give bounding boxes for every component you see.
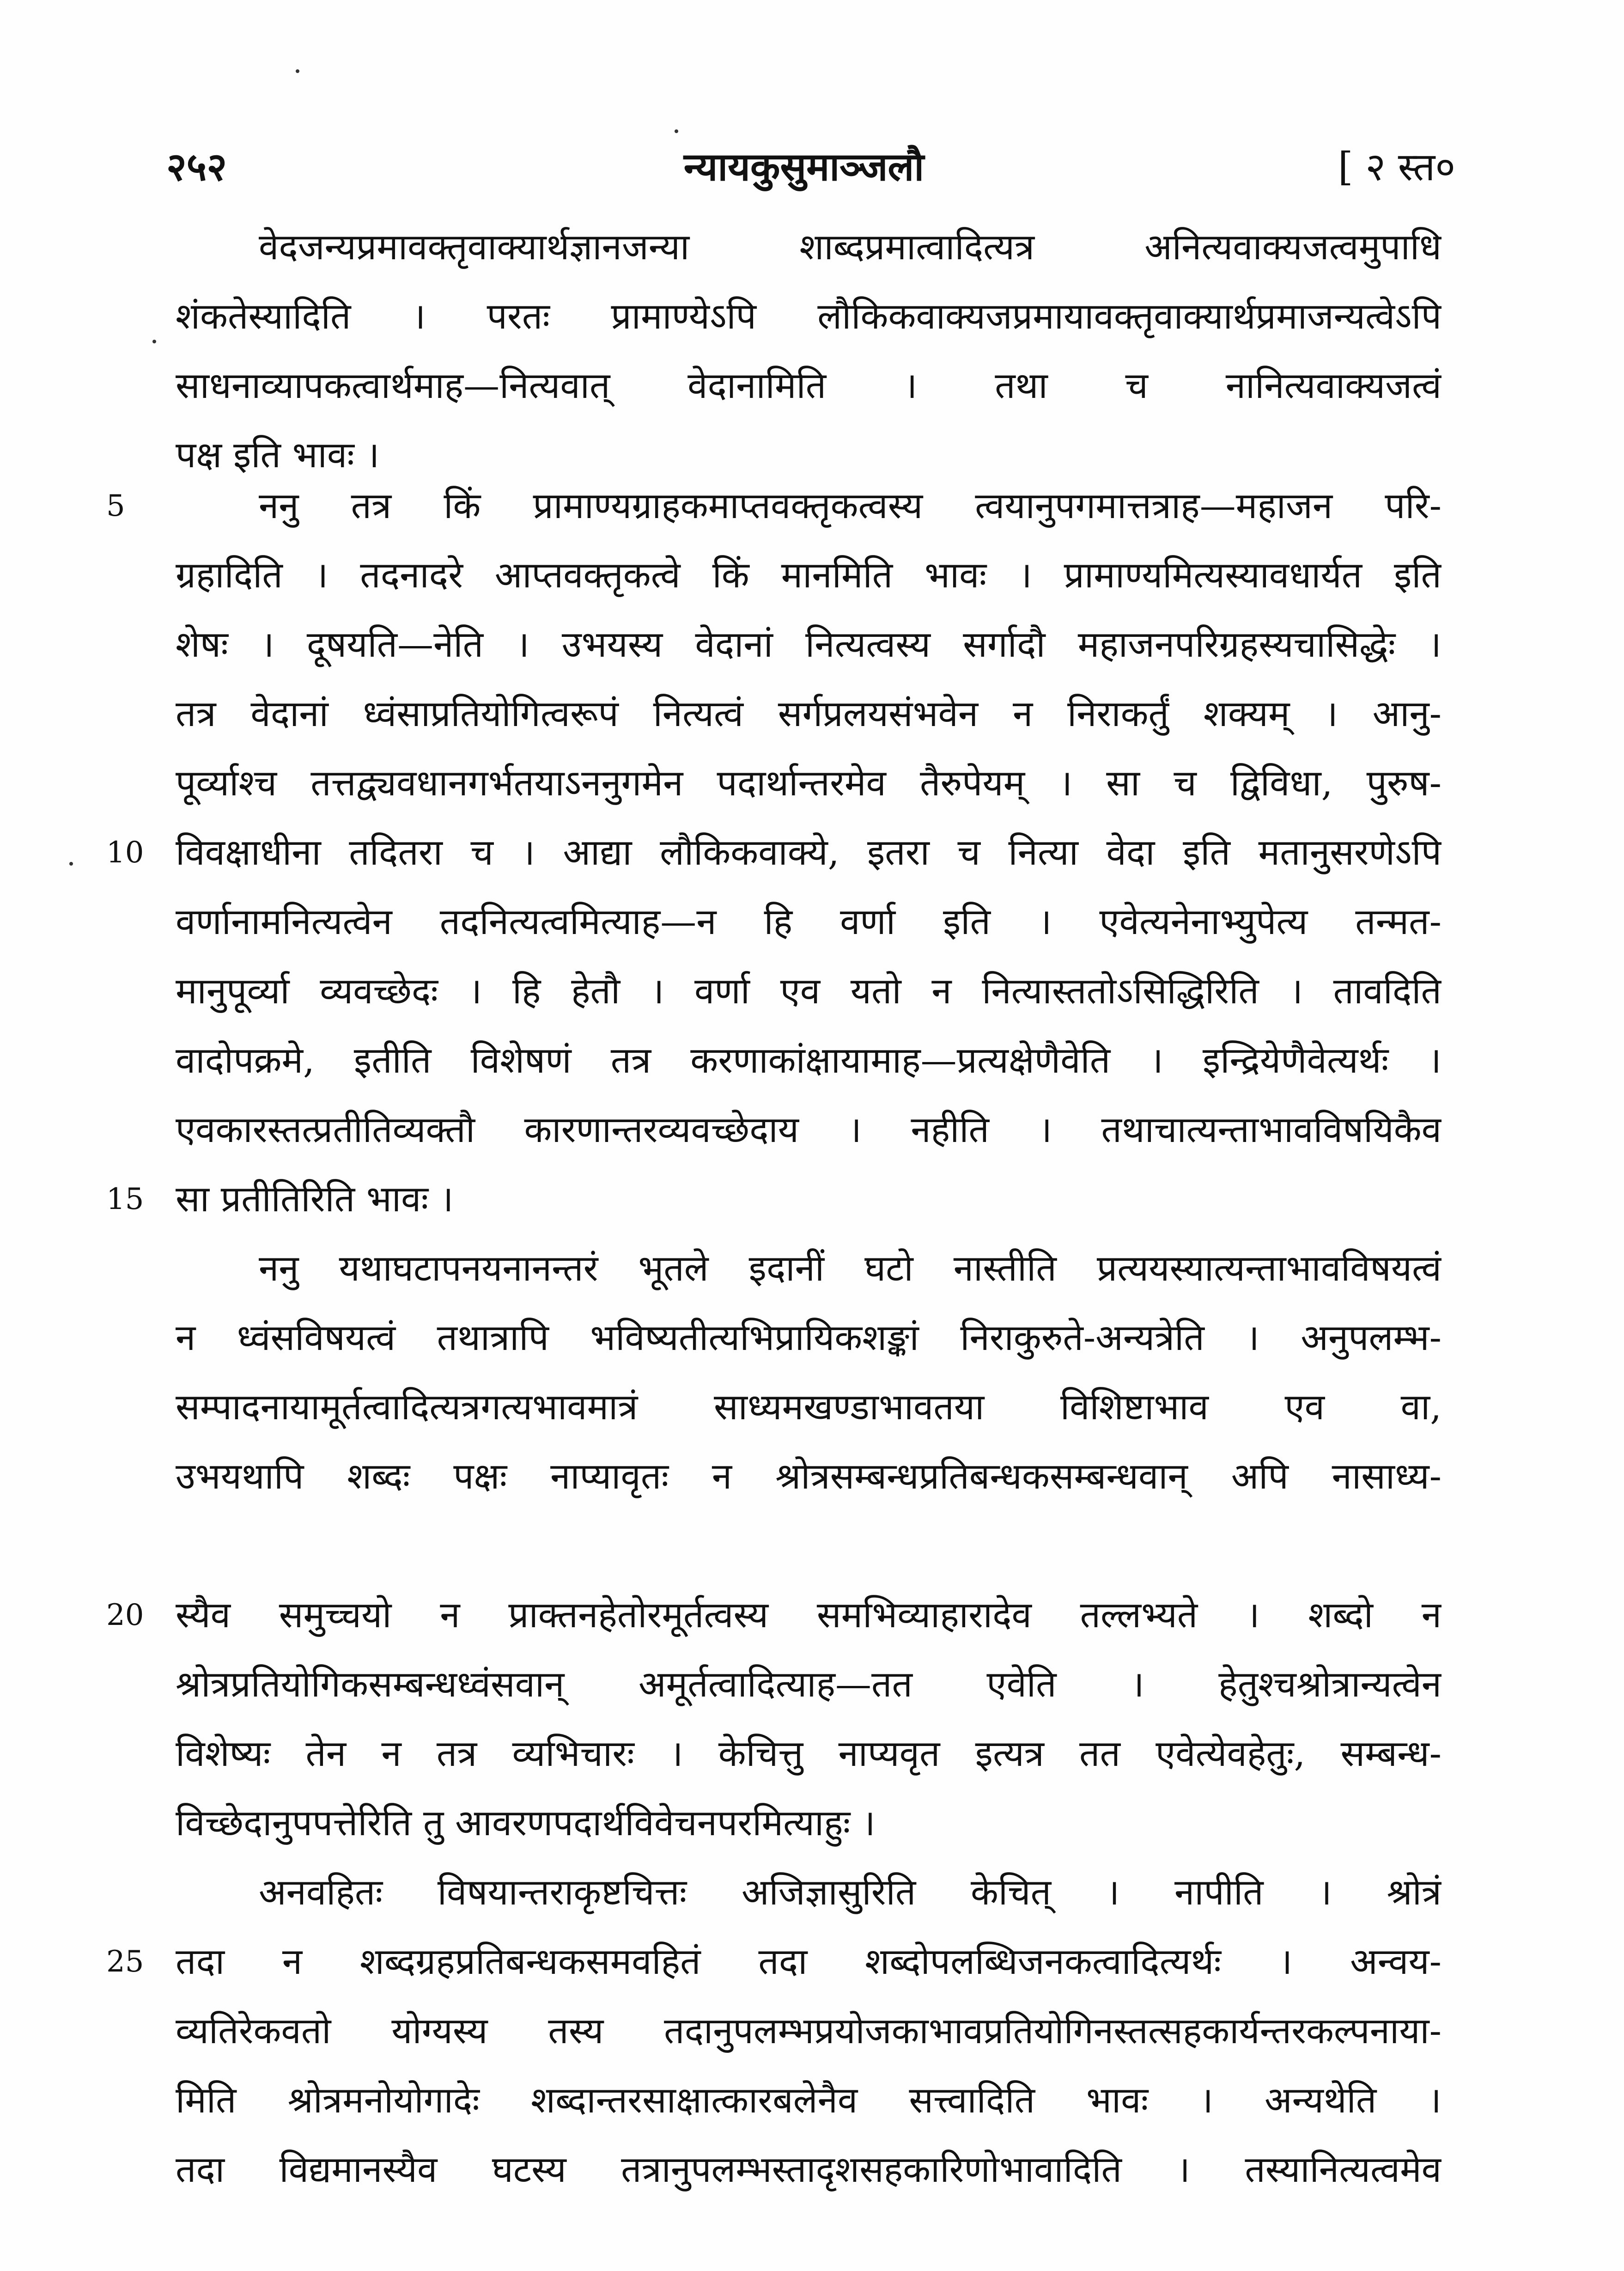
line-number: 20: [106, 1598, 144, 1632]
text-line: तदा विद्यमानस्यैव घटस्य तत्रानुपलम्भस्तादृशसहकारिणोभावादिति । तस्यानित्यत्वमेव: [176, 2149, 1442, 2191]
text-line: ग्रहादिति । तदनादरे आप्तवक्तृकत्वे किं मानमिति भावः । प्रामाण्यमित्यस्यावधार्यत इति: [176, 555, 1442, 596]
text-line: मानुपूर्व्या व्यवच्छेदः । हि हेतौ । वर्णा एव यतो न नित्यास्ततोऽसिद्धिरिति । तावदिति: [176, 971, 1442, 1012]
scan-speck: [296, 69, 299, 73]
text-line: तत्र वेदानां ध्वंसाप्रतियोगित्वरूपं नित्यत्वं सर्गप्रलयसंभवेन न निराकर्तुं शक्यम् । आनु-: [176, 693, 1442, 735]
text-line: ननु तत्र किं प्रामाण्यग्राहकमाप्तवक्तृकत्वस्य त्वयानुपगमात्तत्राह—महाजन परि-: [259, 485, 1442, 527]
line-number: 10: [106, 836, 144, 870]
text-line: ननु यथाघटापनयनानन्तरं भूतले इदानीं घटो नास्तीति प्रत्ययस्यात्यन्ताभावविषयत्वं: [259, 1248, 1442, 1289]
text-line: सा प्रतीतिरिति भावः ।: [176, 1178, 454, 1220]
text-line: उभयथापि शब्दः पक्षः नाप्यावृतः न श्रोत्रसम्बन्धप्रतिबन्धकसम्बन्धवान् अपि नासाध्य-: [176, 1456, 1442, 1497]
running-title: न्यायकुसुमाञ्जलौ: [683, 144, 925, 189]
text-line: विच्छेदानुपपत्तेरिति तु आवरणपदार्थविवेचनपरमित्याहुः ।: [176, 1802, 876, 1844]
line-number: 5: [106, 489, 125, 523]
line-number: 25: [106, 1945, 144, 1979]
text-line: वादोपक्रमे, इतीति विशेषणं तत्र करणाकांक्षायामाह—प्रत्यक्षेणैवेति । इन्द्रियेणैवेत्यर्थः ।: [176, 1040, 1442, 1081]
text-line: विवक्षाधीना तदितरा च । आद्या लौकिकवाक्ये, इतरा च नित्या वेदा इति मतानुसरणेऽपि: [176, 832, 1442, 873]
scan-speck: [152, 340, 156, 343]
line-number: 15: [106, 1182, 144, 1216]
text-line: अनवहितः विषयान्तराकृष्टचित्तः अजिज्ञासुरिति केचित् । नापीति । श्रोत्रं: [259, 1872, 1442, 1913]
scan-speck: [69, 862, 73, 866]
text-line: तदा न शब्दग्रहप्रतिबन्धकसमवहितं तदा शब्दोपलब्धिजनकत्वादित्यर्थः । अन्वय-: [176, 1941, 1442, 1983]
page-number: २५२: [166, 144, 227, 189]
text-line: मिति श्रोत्रमनोयोगादेः शब्दान्तरसाक्षात्कारबलेनैव सत्त्वादिति भावः । अन्यथेति ।: [176, 2080, 1442, 2121]
text-line: विशेष्यः तेन न तत्र व्यभिचारः । केचित्तु नाप्यवृत इत्यत्र तत एवेत्येवहेतुः, सम्बन्ध-: [176, 1733, 1442, 1775]
text-line: सम्पादनायामूर्तत्वादित्यत्रगत्यभावमात्रं साध्यमखण्डाभावतया विशिष्टाभाव एव वा,: [176, 1386, 1442, 1428]
text-line: श्रोत्रप्रतियोगिकसम्बन्धध्वंसवान् अमूर्तत्वादित्याह—तत एवेति । हेतुश्चश्रोत्रान्यत्वेन: [176, 1664, 1442, 1705]
text-line: स्यैव समुच्चयो न प्राक्तनहेतोरमूर्तत्वस्य समभिव्याहारादेव तल्लभ्यते । शब्दो न: [176, 1594, 1442, 1636]
scan-speck: [675, 129, 678, 133]
text-line: एवकारस्तत्प्रतीतिव्यक्तौ कारणान्तरव्यवच्छेदाय । नहीति । तथाचात्यन्ताभावविषयिकैव: [176, 1109, 1442, 1151]
running-header: [152, 139, 1455, 199]
text-line: वेदजन्यप्रमावक्तृवाक्यार्थज्ञानजन्या शाब्दप्रमात्वादित्यत्र अनित्यवाक्यजत्वमुपाधि: [259, 226, 1442, 268]
section-marker: [ २ स्त०: [1338, 144, 1455, 189]
text-line: न ध्वंसविषयत्वं तथात्रापि भविष्यतीत्यभिप्रायिकशङ्कां निराकुरुते-अन्यत्रेति । अनुपलम्भ-: [176, 1317, 1442, 1359]
text-line: पूर्व्याश्च तत्तद्व्यवधानगर्भतयाऽननुगमेन पदार्थान्तरमेव तैरुपेयम् । सा च द्विविधा, पुरुष-: [176, 763, 1442, 804]
text-line: शंकतेस्यादिति । परतः प्रामाण्येऽपि लौकिकवाक्यजप्रमायावक्तृवाक्यार्थप्रमाजन्यत्वेऽपि: [176, 296, 1442, 337]
text-line: साधनाव्यापकत्वार्थमाह—नित्यवात् वेदानामिति । तथा च नानित्यवाक्यजत्वं: [176, 365, 1442, 407]
text-line: वर्णानामनित्यत्वेन तदनित्यत्वमित्याह—न हि वर्णा इति । एवेत्यनेनाभ्युपेत्य तन्मत-: [176, 901, 1442, 943]
text-line: पक्ष इति भावः ।: [176, 434, 380, 476]
text-line: व्यतिरेकवतो योग्यस्य तस्य तदानुपलम्भप्रयोजकाभावप्रतियोगिनस्तत्सहकार्यन्तरकल्पनाया-: [176, 2010, 1442, 2052]
text-line: शेषः । दूषयति—नेति । उभयस्य वेदानां नित्यत्वस्य सर्गादौ महाजनपरिग्रहस्यचासिद्धेः ।: [176, 624, 1442, 665]
